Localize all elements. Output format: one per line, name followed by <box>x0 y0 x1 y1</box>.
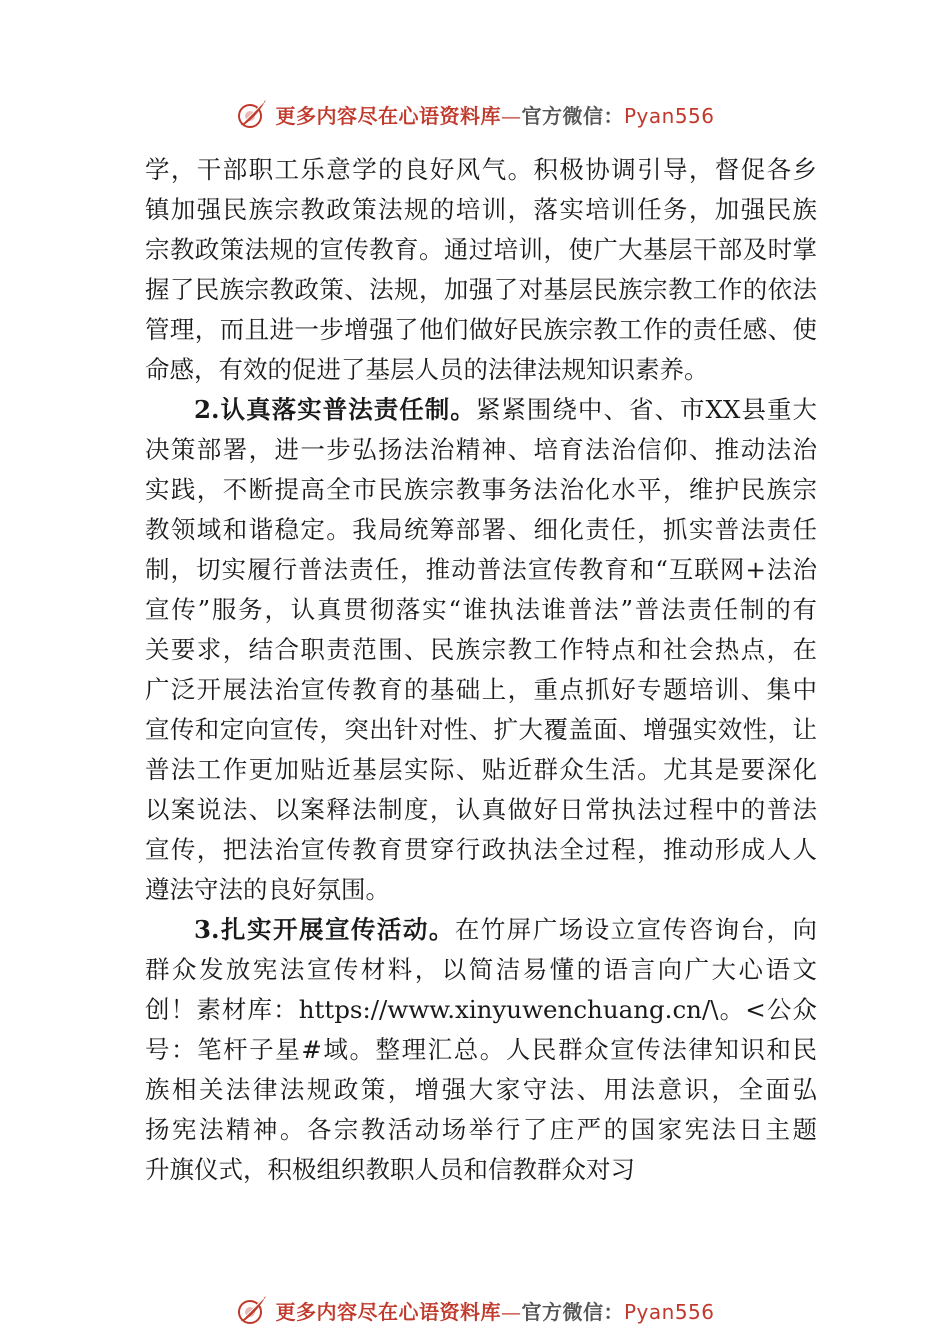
paragraph-2 <box>145 390 817 910</box>
text-line: 以案说法、以案释法制度，认真做好日常执法过程中的普法 <box>145 795 817 824</box>
text-line: 决策部署，进一步弘扬法治精神、培育法治信仰、推动法治 <box>145 435 817 464</box>
header-watermark <box>0 92 950 136</box>
text-line: 升旗仪式，积极组织教职人员和信教群众对习 <box>145 1155 635 1184</box>
text-line: 学，干部职工乐意学的良好风气。积极协调引导，督促各乡 <box>145 155 817 184</box>
banner-title: 更多内容尽在心语资料库 <box>275 1299 501 1324</box>
text-line: 扬宪法精神。各宗教活动场举行了庄严的国家宪法日主题 <box>145 1115 817 1144</box>
text-line: 创！素材库：https://www.xinyuwenchuang.cn/\。<公众 <box>145 995 817 1024</box>
feather-logo-icon <box>235 1293 269 1327</box>
text-line: 镇加强民族宗教政策法规的培训，落实培训任务，加强民族 <box>145 195 817 224</box>
banner-wechat-label: 官方微信： <box>521 1299 624 1324</box>
paragraph-1 <box>145 150 817 390</box>
banner-dash: — <box>500 1299 522 1324</box>
banner-dash: — <box>500 103 522 128</box>
banner-wechat-id: Pyan556 <box>623 103 715 128</box>
text-line: 命感，有效的促进了基层人员的法律法规知识素养。 <box>145 355 709 384</box>
text-line: 管理，而且进一步增强了他们做好民族宗教工作的责任感、使 <box>145 315 817 344</box>
footer-watermark <box>0 1288 950 1332</box>
text-line: 族相关法律法规政策，增强大家守法、用法意识，全面弘 <box>145 1075 817 1104</box>
banner-wechat-id: Pyan556 <box>623 1299 715 1324</box>
text-line: 群众发放宪法宣传材料，以简洁易懂的语言向广大心语文 <box>145 955 817 984</box>
text-line: 教领域和谐稳定。我局统筹部署、细化责任，抓实普法责任 <box>145 515 817 544</box>
banner-wechat-label: 官方微信： <box>521 103 624 128</box>
section-heading: 3.扎实开展宣传活动。 <box>194 915 455 944</box>
text-run: 紧紧围绕中、省、市XX县重大 <box>475 395 818 424</box>
text-line: 普法工作更加贴近基层实际、贴近群众生活。尤其是要深化 <box>145 755 817 784</box>
text-line: 关要求，结合职责范围、民族宗教工作特点和社会热点，在 <box>145 635 817 664</box>
paragraph-3 <box>145 910 817 1190</box>
paragraph-first-line <box>145 390 817 430</box>
text-line: 制，切实履行普法责任，推动普法宣传教育和“互联网+法治 <box>145 555 817 584</box>
feather-logo-icon <box>235 97 269 131</box>
text-line: 握了民族宗教政策、法规，加强了对基层民族宗教工作的依法 <box>145 275 817 304</box>
text-line: 遵法守法的良好氛围。 <box>145 875 390 904</box>
text-line: 宣传”服务，认真贯彻落实“谁执法谁普法”普法责任制的有 <box>145 595 817 624</box>
paragraph-first-line <box>145 910 817 950</box>
document-body <box>145 150 817 1190</box>
text-line: 实践，不断提高全市民族宗教事务法治化水平，维护民族宗 <box>145 475 817 504</box>
text-line: 广泛开展法治宣传教育的基础上，重点抓好专题培训、集中 <box>145 675 817 704</box>
text-line: 宣传和定向宣传，突出针对性、扩大覆盖面、增强实效性，让 <box>145 715 817 744</box>
text-run: 在竹屏广场设立宣传咨询台，向 <box>454 915 817 944</box>
section-heading: 2.认真落实普法责任制。 <box>194 395 476 424</box>
text-line: 宣传，把法治宣传教育贯穿行政执法全过程，推动形成人人 <box>145 835 817 864</box>
banner-title: 更多内容尽在心语资料库 <box>275 103 501 128</box>
text-line: 号：笔杆子星#域。整理汇总。人民群众宣传法律知识和民 <box>145 1035 817 1064</box>
text-line: 宗教政策法规的宣传教育。通过培训，使广大基层干部及时掌 <box>145 235 817 264</box>
